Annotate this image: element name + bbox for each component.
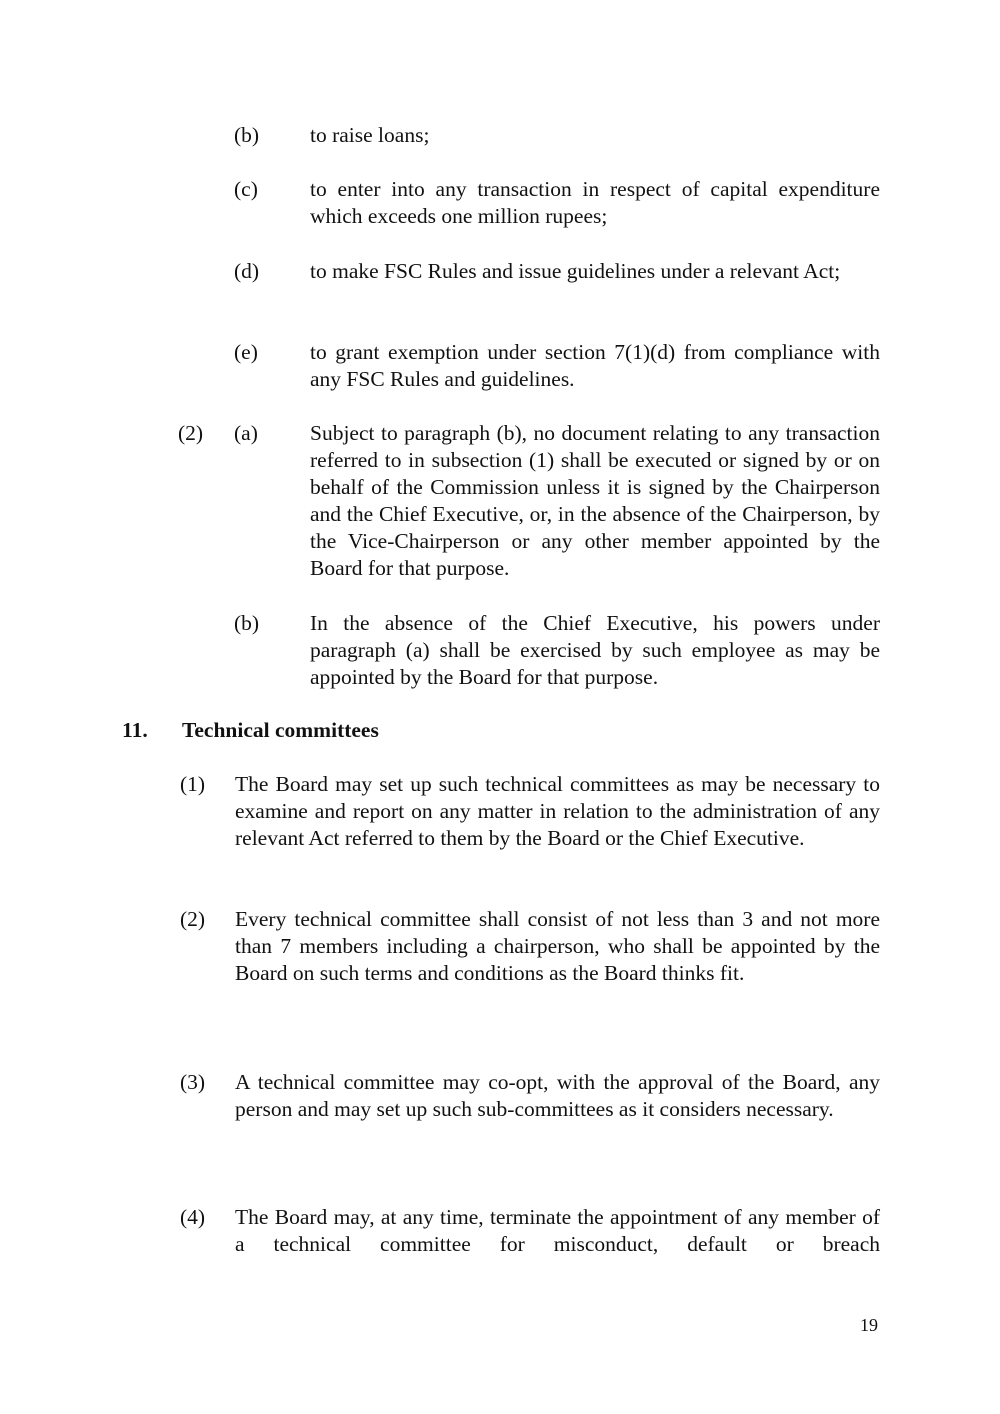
item-label-b: (b)	[234, 123, 260, 147]
item-text-d: to make FSC Rules and issue guidelines under a relevant Act;	[310, 259, 841, 283]
item-label-d: (d)	[234, 259, 260, 283]
section-11-label-3: (3)	[180, 1070, 206, 1094]
item-text-c: to enter into any transaction in respect of capital expenditure which exceeds one million rupees;	[310, 177, 880, 228]
subsection-2-item-label-b: (b)	[234, 611, 260, 635]
section-11-text-3: A technical committee may co-opt, with the approval of the Board, any person and may set up such sub-committees as it considers necessary.	[235, 1070, 880, 1121]
item-label-c: (c)	[234, 177, 258, 201]
subsection-2-item-text-b: In the absence of the Chief Executive, his powers under paragraph (a) shall be exercised by such employee as may be appointed by the Board for that purpose.	[310, 611, 880, 689]
item-text-e: to grant exemption under section 7(1)(d) from compliance with any FSC Rules and guidelines.	[310, 340, 880, 391]
section-11-label-1: (1)	[180, 772, 206, 796]
subsection-2-item-label-a: (a)	[234, 421, 258, 445]
section-11-label-4: (4)	[180, 1205, 206, 1229]
subsection-2-item-text-a: Subject to paragraph (b), no document relating to any transaction referred to in subsection (1) shall be executed or signed by or on behalf of the Commission unless it is signed by the Chairperson and the Chief Executive, or, in the absence of the Chairperson, by the Vice-Chairperson or any other member appointed by the Board for that purpose.	[310, 421, 880, 580]
item-label-e: (e)	[234, 340, 258, 364]
section-11-text-4: The Board may, at any time, terminate the appointment of any member of a technical committee for misconduct, default or breach	[235, 1205, 880, 1256]
section-11-text-2: Every technical committee shall consist of not less than 3 and not more than 7 members including a chairperson, who shall be appointed by the Board on such terms and conditions as the Board thinks fit.	[235, 907, 880, 985]
page-number: 19	[860, 1315, 878, 1335]
section-number: 11.	[122, 718, 148, 742]
section-title: Technical committees	[182, 718, 379, 742]
section-11-label-2: (2)	[180, 907, 206, 931]
item-text-b: to raise loans;	[310, 123, 430, 147]
section-11-text-1: The Board may set up such technical committees as may be necessary to examine and report on any matter in relation to the administration of any relevant Act referred to them by the Board or the Chief Executive.	[235, 772, 880, 850]
subsection-2-number: (2)	[178, 421, 204, 445]
